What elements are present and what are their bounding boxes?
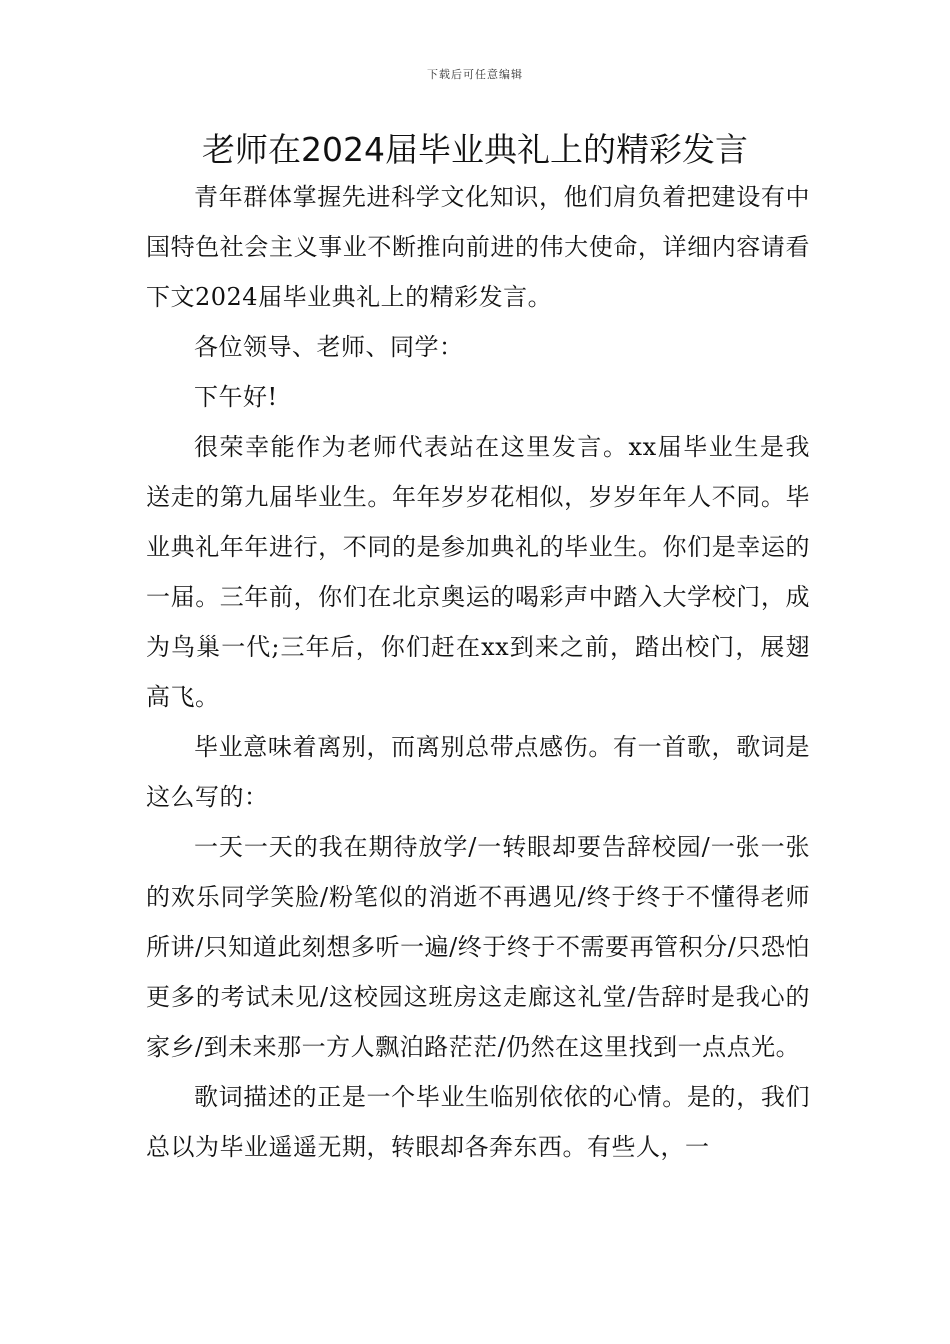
paragraph-salutation: 各位领导、老师、同学：: [194, 333, 464, 361]
paragraph-intro: 青年群体掌握先进科学文化知识，他们肩负着把建设有中国特色社会主义事业不断推向前进的伟大使命，详细内容请看下文2024届毕业典礼上的精彩发言。: [146, 183, 810, 311]
document-body: [146, 172, 810, 1172]
paragraph-reflection: 歌词描述的正是一个毕业生临别依依的心情。是的，我们总以为毕业遥遥无期，转眼却各奔东西。有些人，一: [146, 1083, 810, 1161]
paragraph-greeting: 下午好!: [194, 383, 278, 411]
paragraph-honor: 很荣幸能作为老师代表站在这里发言。xx届毕业生是我送走的第九届毕业生。年年岁岁花相似，岁岁年年人不同。毕业典礼年年进行，不同的是参加典礼的毕业生。你们是幸运的一届。三年前，你们在北京奥运的喝彩声中踏入大学校门，成为鸟巢一代;三年后，你们赶在xx到来之前，踏出校门，展翅高飞。: [146, 433, 810, 711]
paragraph-lyrics: 一天一天的我在期待放学/一转眼却要告辞校园/一张一张的欢乐同学笑脸/粉笔似的消逝不再遇见/终于终于不懂得老师所讲/只知道此刻想多听一遍/终于终于不需要再管积分/只恐怕更多的考试未见/这校园这班房这走廊这礼堂/告辞时是我心的家乡/到未来那一方人飘泊路茫茫/仍然在这里找到一点点光。: [146, 833, 810, 1061]
header-note: 下载后可任意编辑: [427, 68, 523, 81]
document-title: 老师在2024届毕业典礼上的精彩发言: [202, 130, 748, 169]
paragraph-farewell: 毕业意味着离别，而离别总带点感伤。有一首歌，歌词是这么写的：: [146, 733, 810, 811]
